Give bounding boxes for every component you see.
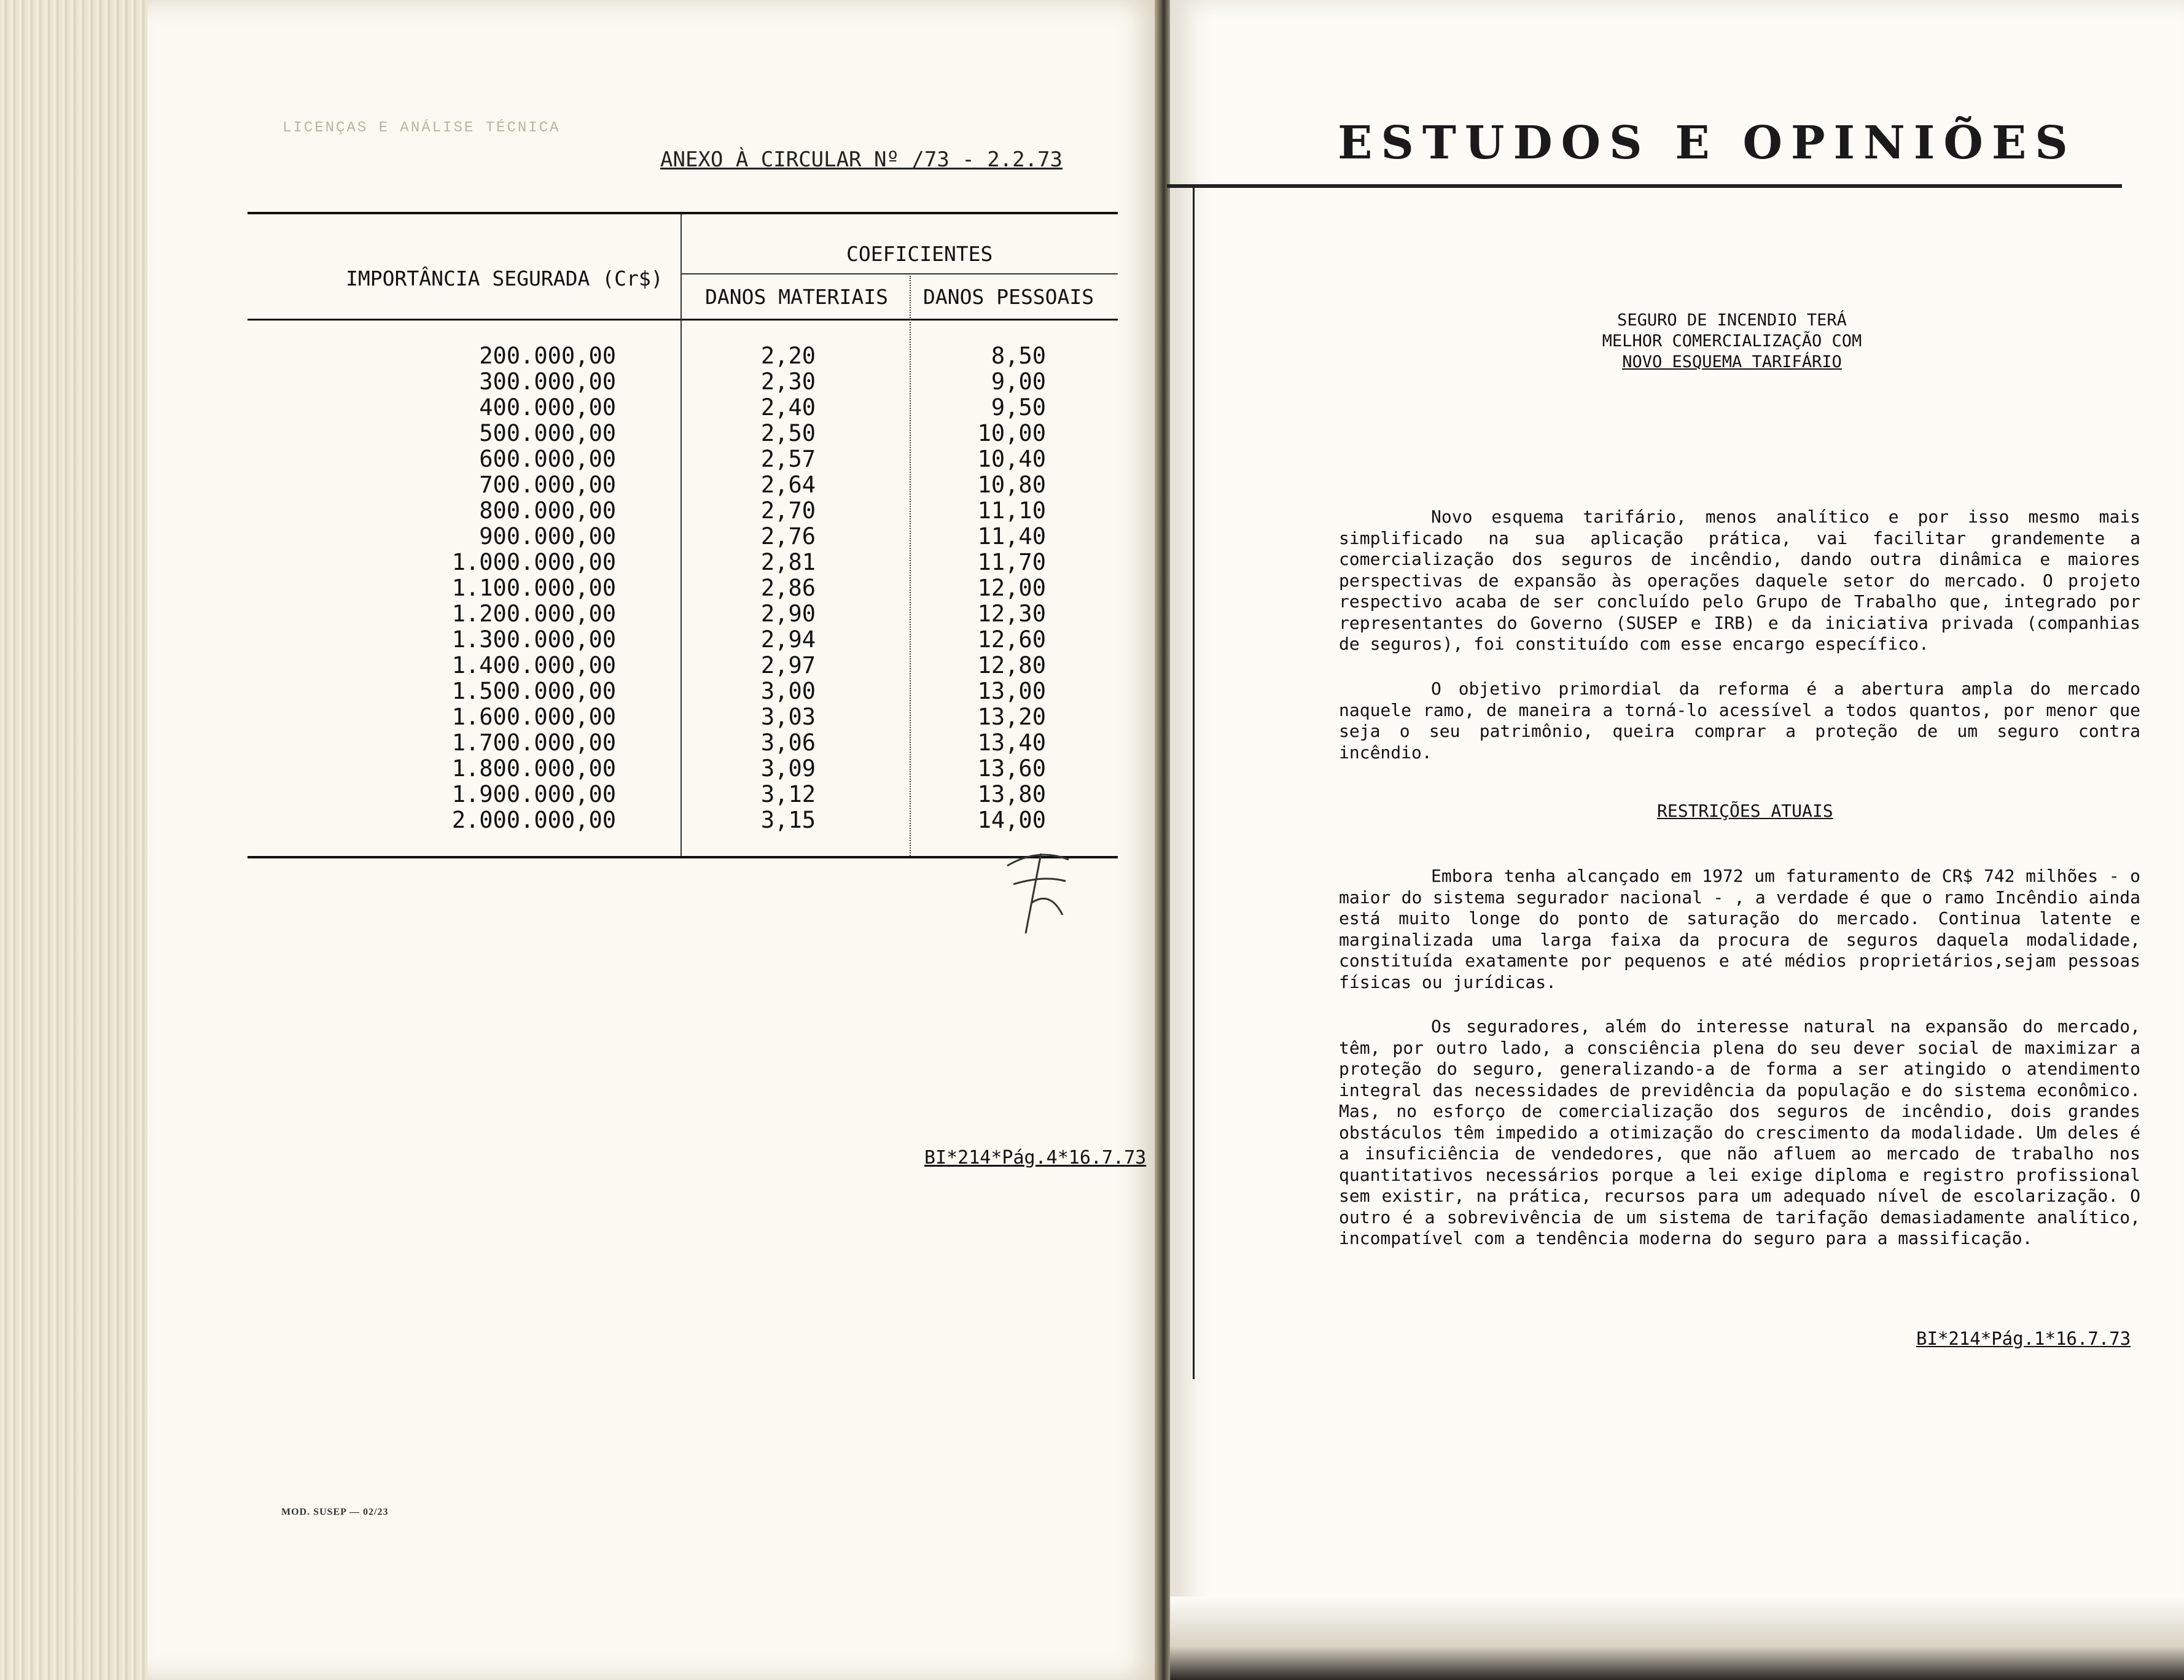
table-cell: 2,50 [760, 420, 816, 446]
column-divider [681, 214, 682, 856]
table-cell: 1.600.000,00 [451, 704, 616, 730]
group-header-divider [681, 273, 1118, 274]
table-cell: 700.000,00 [479, 472, 616, 498]
table-cell: 11,70 [977, 549, 1046, 575]
table-cell: 11,10 [977, 497, 1046, 524]
pessoais-column [942, 343, 1046, 833]
headline-line: MELHOR COMERCIALIZAÇÃO COM [1602, 332, 1862, 351]
annex-heading: ANEXO À CIRCULAR Nº /73 - 2.2.73 [660, 147, 1063, 172]
article-paragraph [1339, 866, 2140, 993]
table-cell: 1.400.000,00 [451, 652, 616, 679]
paragraph-text: Os seguradores, além do interesse natural na expansão do mercado, têm, por outro lado, a consciência plena do seu dever social de maximizar a proteção do seguro, generalizando-a de forma a ser atingido o atendimento integral das necessidades de previdência da população e do sistema econômico. Mas, no esforço de comercialização dos seguros de incêndio, dois grandes obstáculos têm impedido a otimização do crescimento da modalidade. Um deles é a insuficiência de vendedores, que não afluem ao mercado de trabalho nos quantitativos necessários porque a lei exige diploma e registro profissional sem existir, na prática, recursos para um adequado nível de escolarização. O outro é a sobrevivência de um sistema de tarifação demasiadamente analítico, incompatível com a tendência moderna do seguro para a massificação. [1339, 1016, 2140, 1248]
table-cell: 3,06 [760, 729, 816, 756]
table-cell: 1.100.000,00 [451, 575, 616, 601]
table-cell: 300.000,00 [479, 368, 616, 395]
table-cell: 600.000,00 [479, 446, 616, 472]
table-cell: 12,80 [977, 652, 1046, 679]
table-cell: 10,40 [977, 446, 1046, 472]
table-cell: 500.000,00 [479, 420, 616, 446]
group-header-coefficients: COEFICIENTES [846, 242, 993, 266]
col-header-amount: IMPORTÂNCIA SEGURADA (Cr$) [346, 266, 663, 290]
article-paragraph [1339, 1016, 2140, 1250]
table-cell: 800.000,00 [479, 497, 616, 524]
handwritten-signature [995, 841, 1081, 939]
table-cell: 1.500.000,00 [451, 678, 616, 704]
table-cell: 10,00 [977, 420, 1046, 446]
table-cell: 2,90 [760, 601, 816, 627]
table-cell: 14,00 [977, 807, 1046, 833]
table-cell: 2,76 [760, 523, 816, 550]
right-page [1170, 0, 2184, 1680]
table-cell: 8,50 [991, 343, 1046, 369]
right-page-footer: BI*214*Pág.1*16.7.73 [1916, 1328, 2131, 1349]
table-cell: 2,97 [760, 652, 816, 679]
table-cell: 3,09 [760, 755, 816, 782]
table-cell: 3,15 [760, 807, 816, 833]
paragraph-text: Novo esquema tarifário, menos analítico e por isso mesmo mais simplificado na sua aplicação prática, vai facilitar grandemente a comercialização dos seguros de incêndio, dando outra dinâmica e maiores perspectivas de expansão às operações daquele setor do mercado. O projeto respectivo acaba de ser concluído pelo Grupo de Trabalho que, integrado por representantes do Governo (SUSEP e IRB) e da iniciativa privada (companhias de seguros), foi constituído com esse encargo específico. [1339, 507, 2140, 654]
article-paragraph [1339, 507, 2140, 655]
amount-column [358, 343, 616, 833]
headline-line: NOVO ESQUEMA TARIFÁRIO [1622, 352, 1842, 371]
faded-stamp: LICENÇAS E ANÁLISE TÉCNICA [283, 120, 561, 136]
col-header-pessoais: DANOS PESSOAIS [923, 285, 1094, 309]
margin-rule [1193, 188, 1195, 1379]
table-cell: 12,30 [977, 601, 1046, 627]
table-cell: 2,86 [760, 575, 816, 601]
table-cell: 2,40 [760, 394, 816, 421]
table-cell: 13,80 [977, 781, 1046, 807]
table-cell: 900.000,00 [479, 523, 616, 550]
form-model-number: MOD. SUSEP — 02/23 [281, 1507, 389, 1517]
table-cell: 13,60 [977, 755, 1046, 782]
page-edges [0, 0, 147, 1680]
table-cell: 12,60 [977, 626, 1046, 653]
column-divider [910, 276, 911, 856]
table-cell: 13,40 [977, 729, 1046, 756]
table-cell: 9,50 [991, 394, 1046, 421]
material-column [742, 343, 816, 833]
table-cell: 1.900.000,00 [451, 781, 616, 807]
table-cell: 2.000.000,00 [451, 807, 616, 833]
table-cell: 12,00 [977, 575, 1046, 601]
title-rule [1167, 184, 2122, 188]
paragraph-text: O objetivo primordial da reforma é a abertura ampla do mercado naquele ramo, de maneira a torná-lo acessível a todos quantos, por menor que seja o seu patrimônio, queira comprar a proteção de um seguro contra incêndio. [1339, 679, 2140, 763]
table-cell: 2,20 [760, 343, 816, 369]
page-bottom-shadow [1170, 1596, 2184, 1680]
table-cell: 10,80 [977, 472, 1046, 498]
table-cell: 3,00 [760, 678, 816, 704]
table-cell: 400.000,00 [479, 394, 616, 421]
table-cell: 13,00 [977, 678, 1046, 704]
table-cell: 11,40 [977, 523, 1046, 550]
article-headline [1548, 310, 1916, 373]
table-cell: 3,12 [760, 781, 816, 807]
table-cell: 2,64 [760, 472, 816, 498]
subheading: RESTRIÇÕES ATUAIS [1657, 801, 1833, 821]
left-page-footer: BI*214*Pág.4*16.7.73 [924, 1147, 1147, 1169]
table-cell: 2,57 [760, 446, 816, 472]
table-cell: 1.700.000,00 [451, 729, 616, 756]
headline-line: SEGURO DE INCENDIO TERÁ [1617, 311, 1847, 330]
col-header-material: DANOS MATERIAIS [705, 285, 889, 309]
table-cell: 2,94 [760, 626, 816, 653]
article-paragraph [1339, 679, 2140, 763]
coefficient-table [248, 212, 1118, 858]
table-cell: 2,30 [760, 368, 816, 395]
table-cell: 1.200.000,00 [451, 601, 616, 627]
table-cell: 2,81 [760, 549, 816, 575]
table-cell: 1.800.000,00 [451, 755, 616, 782]
table-cell: 2,70 [760, 497, 816, 524]
table-cell: 1.300.000,00 [451, 626, 616, 653]
table-cell: 1.000.000,00 [451, 549, 616, 575]
section-title: ESTUDOS E OPINIÕES [1338, 117, 2077, 169]
table-cell: 13,20 [977, 704, 1046, 730]
header-divider [248, 319, 1118, 321]
table-cell: 3,03 [760, 704, 816, 730]
table-cell: 9,00 [991, 368, 1046, 395]
paragraph-text: Embora tenha alcançado em 1972 um faturamento de CR$ 742 milhões - o maior do sistema segurador nacional - , a verdade é que o ramo Incêndio ainda está muito longe do ponto de saturação do mercado. Continua latente e marginalizada uma larga faixa da procura de seguros daquela modalidade, constituída exatamente por pequenos e até médios proprietários,sejam pessoas físicas ou jurídicas. [1339, 866, 2140, 992]
table-cell: 200.000,00 [479, 343, 616, 369]
